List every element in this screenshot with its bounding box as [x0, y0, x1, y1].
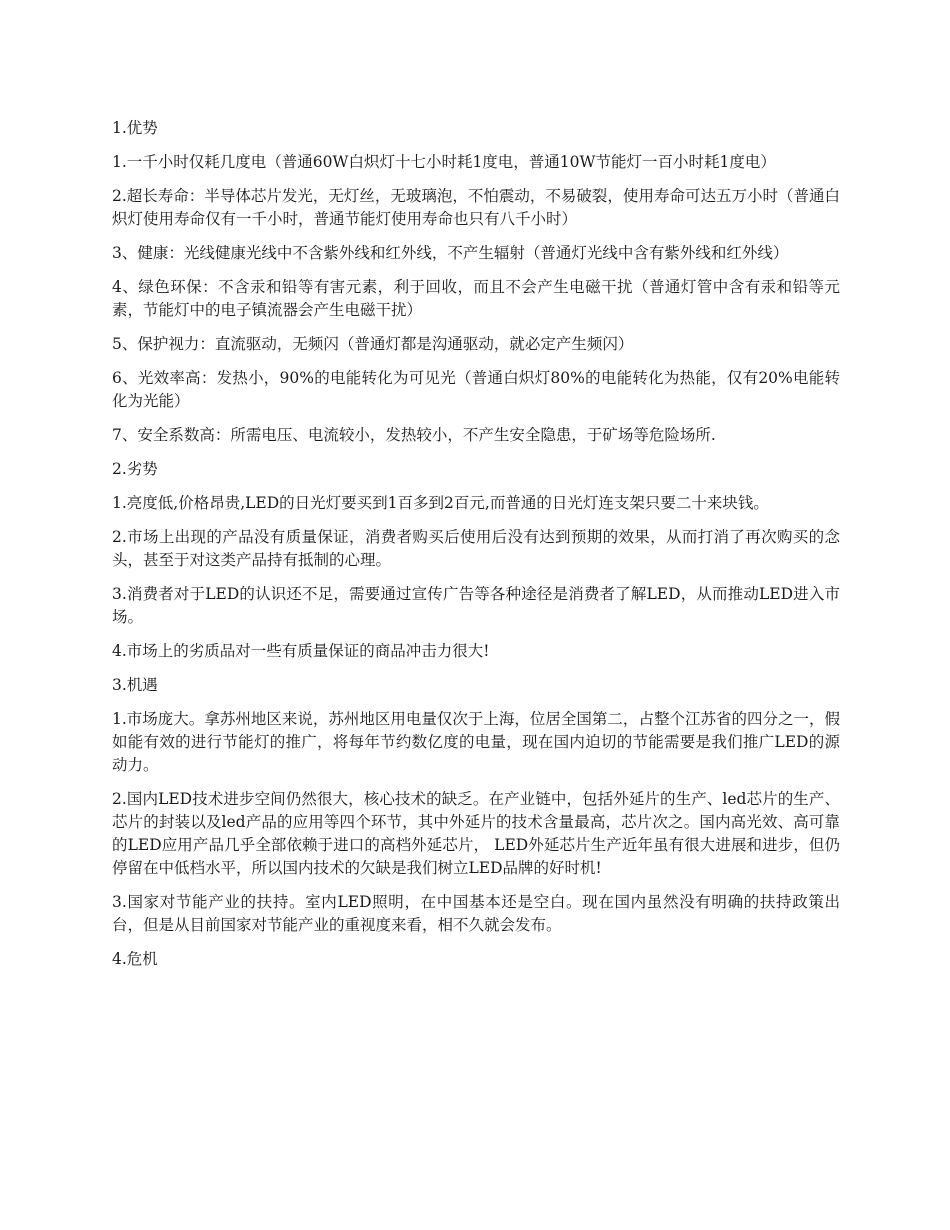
- paragraph: 5、保护视力：直流驱动，无频闪（普通灯都是沟通驱动，就必定产生频闪）: [112, 335, 634, 353]
- paragraph: 3、健康：光线健康光线中不含紫外线和红外线，不产生辐射（普通灯光线中含有紫外线和红外线）: [112, 244, 789, 262]
- section-heading-threats: 4.危机: [112, 950, 158, 968]
- paragraph: 4、绿色环保：不含汞和铅等有害元素，利于回收，而且不会产生电磁干扰（普通灯管中含有汞和铅等元素，节能灯中的电子镇流器会产生电磁干扰）: [112, 278, 840, 319]
- paragraph: 1.一千小时仅耗几度电（普通60W白炽灯十七小时耗1度电，普通10W节能灯一百小时耗1度电）: [112, 153, 776, 171]
- section-heading-opportunities: 3.机遇: [112, 676, 158, 694]
- paragraph: 2.市场上出现的产品没有质量保证，消费者购买后使用后没有达到预期的效果，从而打消了再次购买的念头，甚至于对这类产品持有抵制的心理。: [112, 528, 840, 569]
- section-heading-disadvantages: 2.劣势: [112, 460, 158, 478]
- paragraph: 7、安全系数高：所需电压、电流较小，发热较小，不产生安全隐患，于矿场等危险场所.: [112, 426, 716, 444]
- paragraph: 3.国家对节能产业的扶持。室内LED照明，在中国基本还是空白。现在国内虽然没有明确的扶持政策出台，但是从目前国家对节能产业的重视度来看，相不久就会发布。: [112, 893, 840, 934]
- paragraph: 4.市场上的劣质品对一些有质量保证的商品冲击力很大!: [112, 642, 490, 660]
- paragraph: 3.消费者对于LED的认识还不足，需要通过宣传广告等各种途径是消费者了解LED，从而推动LED进入市场。: [112, 585, 840, 626]
- paragraph: 1.亮度低,价格昂贵,LED的日光灯要买到1百多到2百元,而普通的日光灯连支架只要二十来块钱。: [112, 494, 769, 512]
- paragraph: 2.国内LED技术进步空间仍然很大，核心技术的缺乏。在产业链中，包括外延片的生产、led芯片的生产、芯片的封装以及led产品的应用等四个环节，其中外延片的技术含量最高，芯片次之。国内高光效、高可靠的LED应用产品几乎全部依赖于进口的高档外延芯片， LED外延芯片生产近年虽有很大进展和进步，但仍停留在中低档水平，所以国内技术的欠缺是我们树立LED品牌的好时机!: [112, 790, 841, 877]
- paragraph: 1.市场庞大。拿苏州地区来说，苏州地区用电量仅次于上海，位居全国第二，占整个江苏省的四分之一，假如能有效的进行节能灯的推广，将每年节约数亿度的电量，现在国内迫切的节能需要是我们推广LED的源动力。: [112, 710, 840, 774]
- section-heading-advantages: 1.优势: [112, 119, 158, 137]
- paragraph: 2.超长寿命：半导体芯片发光，无灯丝，无玻璃泡，不怕震动，不易破裂，使用寿命可达五万小时（普通白炽灯使用寿命仅有一千小时，普通节能灯使用寿命也只有八千小时）: [112, 187, 840, 228]
- document-page: [112, 117, 840, 982]
- paragraph: 6、光效率高：发热小，90%的电能转化为可见光（普通白炽灯80%的电能转化为热能，仅有20%电能转化为光能）: [112, 369, 840, 410]
